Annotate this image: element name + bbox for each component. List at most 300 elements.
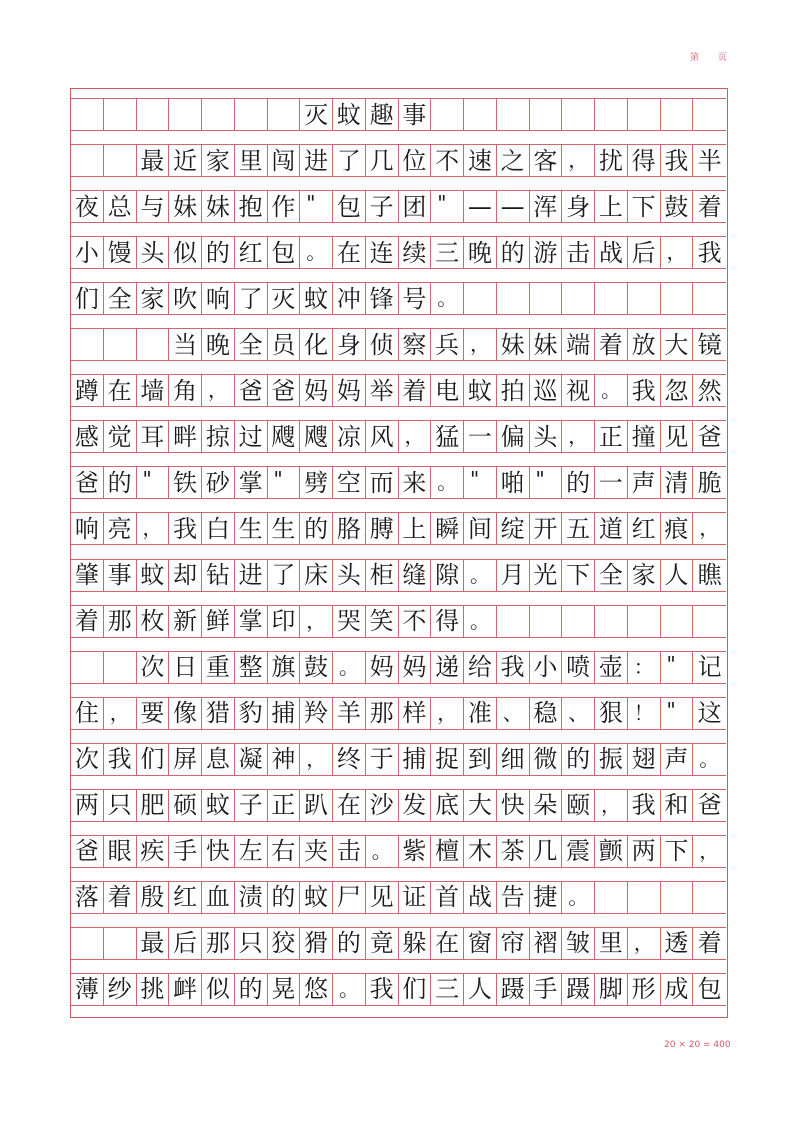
char-cell: 忽 (661, 375, 694, 406)
char-cell: 递 (431, 652, 464, 683)
empty-cell (71, 99, 104, 130)
char-cell: 间 (464, 513, 497, 544)
char-cell: 捉 (431, 744, 464, 775)
char-cell: 硕 (169, 790, 202, 821)
char-cell: 击 (333, 836, 366, 867)
grid-row (71, 512, 726, 545)
char-cell: 红 (169, 882, 202, 913)
char-cell: 人 (464, 974, 497, 1005)
char-cell: 蹑 (562, 974, 595, 1005)
char-cell: 爸 (697, 422, 722, 451)
empty-cell (137, 329, 170, 360)
grid-row (71, 236, 726, 269)
char-cell: ， (699, 838, 720, 863)
char-cell: 兵 (431, 329, 464, 360)
char-cell: 子 (235, 790, 268, 821)
char-cell: 大 (464, 790, 497, 821)
char-cell: 白 (202, 513, 235, 544)
char-cell: ， (661, 237, 694, 268)
char-cell: 的 (300, 513, 333, 544)
char-cell: 掠 (202, 421, 235, 452)
char-cell: 大 (661, 329, 694, 360)
char-cell: 头 (333, 560, 366, 591)
empty-cell (595, 283, 628, 314)
char-cell: 家 (137, 283, 170, 314)
char-cell: 。 (562, 882, 595, 913)
char-cell: 家 (628, 560, 661, 591)
char-cell: 样 (399, 698, 432, 729)
char-cell: 却 (169, 560, 202, 591)
char-cell: 膊 (366, 513, 399, 544)
char-cell: 。 (366, 836, 399, 867)
char-cell: 妈 (300, 375, 333, 406)
char-cell: 帘 (497, 928, 530, 959)
char-cell: 掌 (235, 467, 268, 498)
char-cell: 证 (399, 882, 432, 913)
grid-row (71, 374, 726, 407)
char-cell: 妈 (399, 652, 432, 683)
char-cell: 不 (399, 606, 432, 637)
char-cell: 柜 (366, 560, 399, 591)
char-cell: 住 (71, 698, 104, 729)
char-cell: " (661, 652, 694, 683)
char-cell: 薄 (71, 974, 104, 1005)
char-cell: 我 (697, 238, 722, 267)
char-cell: 全 (235, 329, 268, 360)
char-cell: 殷 (137, 882, 170, 913)
empty-cell (71, 928, 104, 959)
char-cell: 举 (366, 375, 399, 406)
empty-cell (562, 283, 595, 314)
char-cell: 墙 (137, 375, 170, 406)
char-cell: 肥 (137, 790, 170, 821)
char-cell: 痕 (661, 513, 694, 544)
char-cell: 鲜 (202, 606, 235, 637)
char-cell: 抱 (235, 191, 268, 222)
char-cell: 只 (104, 790, 137, 821)
char-cell: 着 (697, 192, 722, 221)
char-cell: 冲 (333, 283, 366, 314)
char-cell: 击 (562, 237, 595, 268)
char-cell: 空 (333, 467, 366, 498)
char-cell: 整 (235, 652, 268, 683)
char-cell: 振 (595, 744, 628, 775)
char-cell: 响 (202, 283, 235, 314)
manuscript-grid (70, 88, 728, 1018)
title-char-cell: 灭 (300, 99, 333, 130)
empty-cell (661, 283, 694, 314)
char-cell: 发 (399, 790, 432, 821)
char-cell: 的 (497, 237, 530, 268)
char-cell: ！ (628, 698, 661, 729)
char-cell: 夜 (71, 191, 104, 222)
char-cell: 几 (366, 145, 399, 176)
char-cell: 小 (530, 652, 563, 683)
char-cell: 捕 (268, 698, 301, 729)
char-cell: 夹 (300, 836, 333, 867)
char-cell: 首 (431, 882, 464, 913)
char-cell: 进 (300, 145, 333, 176)
char-cell: 隙 (431, 560, 464, 591)
char-cell: 微 (530, 744, 563, 775)
char-cell: 清 (661, 467, 694, 498)
char-cell: 砂 (202, 467, 235, 498)
char-cell: — (464, 191, 497, 222)
char-cell: 后 (169, 928, 202, 959)
char-cell: 飕 (268, 421, 301, 452)
char-cell: 床 (300, 560, 333, 591)
char-cell: 劈 (300, 467, 333, 498)
empty-cell (628, 882, 661, 913)
char-cell: 与 (137, 191, 170, 222)
char-cell: 晚 (202, 329, 235, 360)
char-cell: 光 (530, 560, 563, 591)
char-cell: 连 (366, 237, 399, 268)
char-cell: 豹 (235, 698, 268, 729)
char-cell: 最 (137, 928, 170, 959)
char-cell: 猛 (431, 421, 464, 452)
empty-cell (628, 283, 661, 314)
char-cell: 游 (530, 237, 563, 268)
char-cell: 得 (431, 606, 464, 637)
char-cell: ， (699, 516, 720, 541)
char-cell: 啪 (497, 467, 530, 498)
char-cell: 新 (169, 606, 202, 637)
char-cell: ， (104, 698, 137, 729)
char-cell: 不 (431, 145, 464, 176)
char-cell: 飕 (300, 421, 333, 452)
char-cell: 眼 (104, 836, 137, 867)
grid-row (71, 973, 726, 1006)
title-row (71, 98, 726, 131)
char-cell: 下 (562, 560, 595, 591)
char-cell: 像 (169, 698, 202, 729)
char-cell: 羚 (300, 698, 333, 729)
char-cell: " (661, 698, 694, 729)
char-cell: 红 (628, 513, 661, 544)
empty-cell (628, 606, 661, 637)
char-cell: 蹑 (497, 974, 530, 1005)
char-cell: 里 (595, 928, 628, 959)
char-cell: 着 (697, 929, 722, 958)
char-cell: 妈 (366, 652, 399, 683)
char-cell: 手 (169, 836, 202, 867)
char-cell: 妈 (333, 375, 366, 406)
char-cell: 要 (137, 698, 170, 729)
char-cell: 。 (595, 375, 628, 406)
char-cell: 觉 (104, 421, 137, 452)
char-cell: 端 (562, 329, 595, 360)
char-cell: 次 (137, 652, 170, 683)
empty-cell (661, 606, 694, 637)
char-cell: 趴 (300, 790, 333, 821)
char-cell: 馒 (104, 237, 137, 268)
char-cell: 。 (431, 283, 464, 314)
char-cell: 颤 (595, 836, 628, 867)
char-cell: 们 (399, 974, 432, 1005)
char-cell: " (137, 467, 170, 498)
char-cell: 爸 (235, 375, 268, 406)
char-cell: 们 (71, 283, 104, 314)
char-cell: 亮 (104, 513, 137, 544)
empty-cell (104, 99, 137, 130)
empty-cell (661, 882, 694, 913)
char-cell: 当 (169, 329, 202, 360)
char-cell: 两 (628, 836, 661, 867)
grid-row (71, 420, 726, 453)
char-cell: 的 (333, 928, 366, 959)
char-cell: 羊 (333, 698, 366, 729)
char-cell: 身 (333, 329, 366, 360)
char-cell: 枚 (137, 606, 170, 637)
char-cell: 员 (268, 329, 301, 360)
char-cell: 纱 (104, 974, 137, 1005)
char-cell: 晃 (268, 974, 301, 1005)
char-cell: 的 (202, 237, 235, 268)
char-cell: 。 (464, 606, 497, 637)
char-cell: 蚊 (464, 375, 497, 406)
char-cell: 重 (202, 652, 235, 683)
char-cell: 窗 (464, 928, 497, 959)
char-cell: 。 (300, 237, 333, 268)
char-cell: 旗 (268, 652, 301, 683)
char-cell: 钻 (202, 560, 235, 591)
char-cell: 捕 (399, 744, 432, 775)
page-number-label: 第 页 (690, 53, 735, 63)
empty-cell (104, 145, 137, 176)
empty-cell (71, 329, 104, 360)
char-cell: 上 (399, 513, 432, 544)
char-cell: 全 (595, 560, 628, 591)
char-cell: 之 (497, 145, 530, 176)
char-cell: 总 (104, 191, 137, 222)
char-cell: 爸 (697, 791, 722, 820)
char-cell: 哭 (333, 606, 366, 637)
char-cell: 妹 (202, 191, 235, 222)
grid-row (71, 190, 726, 223)
char-cell: 狡 (268, 928, 301, 959)
empty-cell (497, 283, 530, 314)
char-cell: 最 (137, 145, 170, 176)
char-cell: 正 (268, 790, 301, 821)
char-cell: 见 (366, 882, 399, 913)
char-cell: 的 (562, 467, 595, 498)
char-cell: 浑 (530, 191, 563, 222)
empty-cell (71, 145, 104, 176)
char-cell: 来 (399, 467, 432, 498)
title-char-cell: 趣 (366, 99, 399, 130)
char-cell: 们 (137, 744, 170, 775)
char-cell: 我 (661, 145, 694, 176)
char-cell: 上 (595, 191, 628, 222)
empty-cell (104, 928, 137, 959)
empty-cell (464, 99, 497, 130)
char-cell: 檀 (431, 836, 464, 867)
char-cell: 只 (235, 928, 268, 959)
char-cell: 头 (137, 237, 170, 268)
grid-row (71, 927, 726, 960)
char-cell: 进 (235, 560, 268, 591)
char-cell: 两 (71, 790, 104, 821)
char-cell: 瞬 (431, 513, 464, 544)
char-cell: 声 (628, 467, 661, 498)
char-cell: 的 (104, 467, 137, 498)
char-cell: ， (202, 375, 235, 406)
char-cell: 位 (399, 145, 432, 176)
char-cell: 事 (104, 560, 137, 591)
char-cell: 快 (497, 790, 530, 821)
char-cell: 茶 (497, 836, 530, 867)
char-cell: 然 (697, 376, 722, 405)
char-cell: 扰 (595, 145, 628, 176)
char-cell: 镜 (697, 330, 722, 359)
char-cell: 猾 (300, 928, 333, 959)
char-cell: 尸 (333, 882, 366, 913)
char-cell: 神 (268, 744, 301, 775)
char-cell: 见 (661, 421, 694, 452)
char-cell: 壶 (595, 652, 628, 683)
char-cell: 妹 (497, 329, 530, 360)
char-cell: 灭 (268, 283, 301, 314)
char-cell: 喷 (562, 652, 595, 683)
char-cell: 肇 (71, 560, 104, 591)
char-cell: 那 (104, 606, 137, 637)
char-cell: 凝 (235, 744, 268, 775)
char-cell: 月 (497, 560, 530, 591)
char-cell: 全 (104, 283, 137, 314)
char-cell: 后 (628, 237, 661, 268)
char-cell: 的 (235, 974, 268, 1005)
empty-cell (104, 329, 137, 360)
char-cell: 翅 (628, 744, 661, 775)
char-cell: 脆 (697, 468, 722, 497)
char-cell: 在 (104, 375, 137, 406)
char-cell: 角 (169, 375, 202, 406)
char-cell: 蚊 (137, 560, 170, 591)
grid-row (71, 605, 726, 638)
char-cell: 鼓 (661, 191, 694, 222)
char-cell: 视 (562, 375, 595, 406)
char-cell: 我 (104, 744, 137, 775)
char-cell: 畔 (169, 421, 202, 452)
char-cell: 躲 (399, 928, 432, 959)
char-cell: 团 (399, 191, 432, 222)
char-cell: 里 (235, 145, 268, 176)
grid-row (71, 144, 726, 177)
char-cell: 掌 (235, 606, 268, 637)
char-cell: 战 (595, 237, 628, 268)
char-cell: 包 (268, 237, 301, 268)
char-cell: ， (562, 421, 595, 452)
char-cell: 到 (464, 744, 497, 775)
char-cell: 快 (202, 836, 235, 867)
char-cell: 客 (530, 145, 563, 176)
char-cell: 我 (366, 974, 399, 1005)
char-cell: 感 (71, 421, 104, 452)
char-cell: ， (628, 928, 661, 959)
char-cell: 和 (661, 790, 694, 821)
char-cell: 终 (333, 744, 366, 775)
char-cell: ， (562, 145, 595, 176)
char-cell: 一 (464, 421, 497, 452)
empty-cell (595, 882, 628, 913)
char-cell: 在 (333, 237, 366, 268)
char-cell: " (268, 467, 301, 498)
char-cell: 脚 (595, 974, 628, 1005)
char-cell: 息 (202, 744, 235, 775)
char-cell: 颐 (562, 790, 595, 821)
char-cell: 巡 (530, 375, 563, 406)
char-cell: 木 (464, 836, 497, 867)
char-cell: 我 (169, 513, 202, 544)
char-cell: 似 (169, 237, 202, 268)
char-cell: 家 (202, 145, 235, 176)
char-cell: 下 (628, 191, 661, 222)
title-char-cell: 事 (399, 99, 432, 130)
empty-cell (693, 99, 726, 130)
char-cell: 半 (697, 146, 722, 175)
char-cell: " (431, 191, 464, 222)
char-cell: 左 (235, 836, 268, 867)
char-cell: " (300, 191, 333, 222)
char-cell: 了 (268, 560, 301, 591)
grid-row (71, 881, 726, 914)
char-cell: 稳 (530, 698, 563, 729)
char-cell: 近 (169, 145, 202, 176)
char-cell: 朵 (530, 790, 563, 821)
empty-cell (104, 652, 137, 683)
empty-cell (137, 99, 170, 130)
char-cell: 着 (104, 882, 137, 913)
grid-row (71, 697, 726, 730)
char-cell: ， (464, 329, 497, 360)
char-cell: 我 (628, 375, 661, 406)
char-cell: 成 (661, 974, 694, 1005)
empty-cell (595, 99, 628, 130)
char-cell: 正 (595, 421, 628, 452)
char-cell: 屏 (169, 744, 202, 775)
char-cell: 生 (235, 513, 268, 544)
char-cell: 、 (497, 698, 530, 729)
char-cell: 手 (530, 974, 563, 1005)
char-cell: 在 (431, 928, 464, 959)
empty-cell (268, 99, 301, 130)
char-cell: ， (300, 744, 333, 775)
char-cell: 开 (530, 513, 563, 544)
char-cell: 给 (464, 652, 497, 683)
grid-row (71, 835, 726, 868)
char-cell: 了 (333, 145, 366, 176)
char-cell: 锋 (366, 283, 399, 314)
char-cell: 爸 (71, 467, 104, 498)
char-cell: 那 (202, 928, 235, 959)
char-cell: 爸 (71, 836, 104, 867)
char-cell: 记 (697, 653, 722, 682)
char-cell: 印 (268, 606, 301, 637)
grid-row (71, 743, 726, 776)
char-cell: 缝 (399, 560, 432, 591)
grid-row (71, 559, 726, 592)
char-cell: 一 (595, 467, 628, 498)
empty-cell (595, 606, 628, 637)
char-cell: 得 (628, 145, 661, 176)
char-cell: 小 (71, 237, 104, 268)
char-cell: 准 (464, 698, 497, 729)
char-cell: 形 (628, 974, 661, 1005)
char-cell: 三 (431, 974, 464, 1005)
char-cell: ， (399, 421, 432, 452)
char-cell: 细 (497, 744, 530, 775)
